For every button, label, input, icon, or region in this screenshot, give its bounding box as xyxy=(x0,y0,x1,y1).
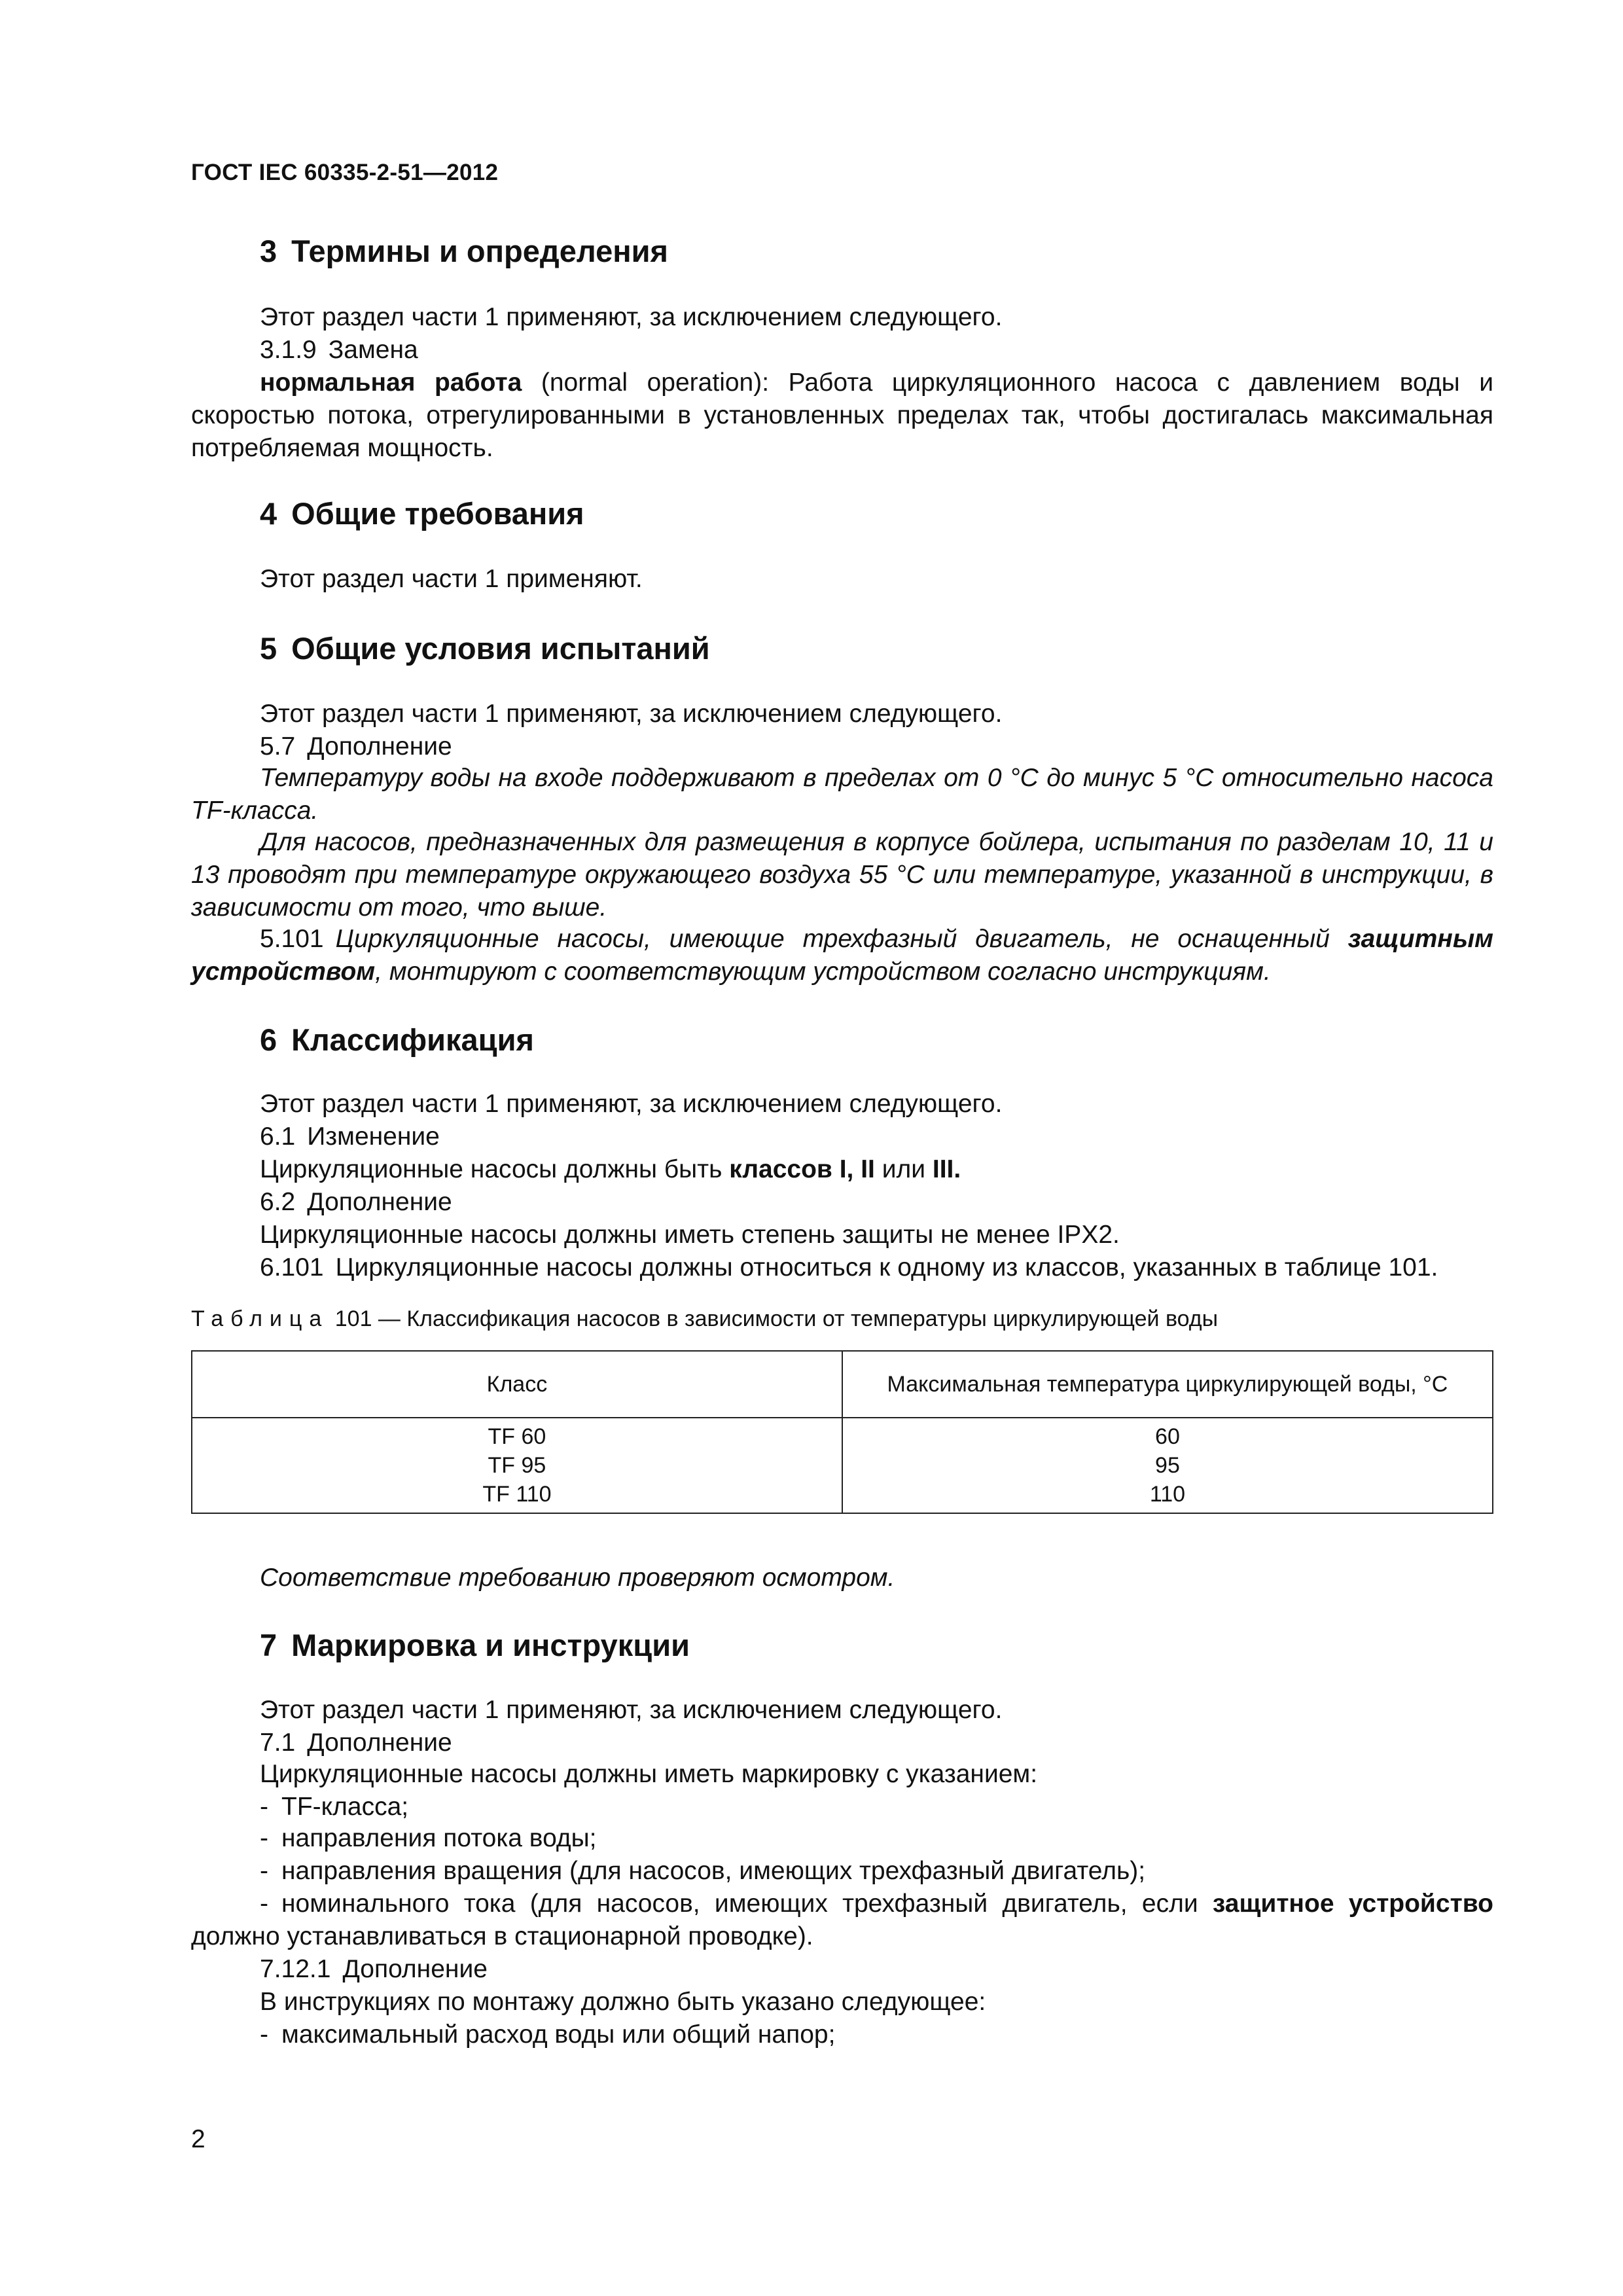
clause-label: Изменение xyxy=(307,1122,440,1151)
section-title: Классификация xyxy=(291,1022,534,1057)
clause-line xyxy=(260,334,418,367)
section-title: Общие требования xyxy=(291,496,584,531)
section-4-heading xyxy=(260,495,584,531)
clause-number: 7.1 xyxy=(260,1729,296,1757)
clause-number: 5.101 xyxy=(260,925,324,953)
paragraph: В инструкциях по монтажу должно быть указано следующее: xyxy=(260,1988,986,2016)
table-row xyxy=(192,1418,1493,1513)
definition-paragraph xyxy=(191,367,1493,465)
cell-value: TF 95 xyxy=(488,1453,546,1478)
cell-value: TF 60 xyxy=(488,1424,546,1449)
clause-label: Дополнение xyxy=(307,732,452,761)
table-cell xyxy=(192,1418,842,1513)
clause-number: 6.2 xyxy=(260,1188,296,1216)
table-header-row xyxy=(192,1351,1493,1418)
list-item-text: TF-класса; xyxy=(281,1793,409,1821)
section-number: 6 xyxy=(260,1022,277,1057)
list-item-text: максимальный расход воды или общий напор; xyxy=(281,2020,836,2049)
text: или xyxy=(874,1155,933,1183)
list-item-text: должно устанавливаться в стационарной проводке). xyxy=(191,1922,813,1950)
clause-label: Замена xyxy=(328,336,418,364)
section-number: 3 xyxy=(260,234,277,268)
section-title: Общие условия испытаний xyxy=(291,631,710,666)
clause-line xyxy=(260,1186,452,1219)
section-6-heading xyxy=(260,1022,534,1058)
list-dash: - xyxy=(260,1824,268,1852)
clause-line xyxy=(260,1953,488,1986)
cell-value: TF 110 xyxy=(482,1482,552,1507)
clause-line xyxy=(260,730,452,763)
clause-5-101 xyxy=(191,923,1493,988)
document-header: ГОСТ IEC 60335-2-51—2012 xyxy=(191,160,499,185)
clause-label: Дополнение xyxy=(342,1955,488,1983)
clause-line xyxy=(260,1251,1438,1284)
cell-value: 95 xyxy=(1155,1453,1180,1478)
clause-label: Дополнение xyxy=(307,1188,452,1216)
section-title: Термины и определения xyxy=(291,234,668,268)
list-item xyxy=(260,2018,835,2051)
page-number: 2 xyxy=(191,2125,205,2153)
clause-number: 6.1 xyxy=(260,1122,296,1151)
list-item xyxy=(260,1822,597,1855)
section-7-heading xyxy=(260,1627,690,1663)
table-header-cell: Максимальная температура циркулирующей воды, °С xyxy=(842,1351,1493,1418)
clause-number: 7.12.1 xyxy=(260,1955,331,1983)
clause-number: 5.7 xyxy=(260,732,296,761)
table-cell xyxy=(842,1418,1493,1513)
clause-text: Циркуляционные насосы должны относиться к одному из классов, указанных в таблице 101. xyxy=(335,1253,1438,1282)
clause-number: 3.1.9 xyxy=(260,336,317,364)
paragraph xyxy=(260,1153,961,1186)
cell-value: 110 xyxy=(1149,1482,1186,1507)
list-item-text: направления вращения (для насосов, имеющих трехфазный двигатель); xyxy=(281,1857,1146,1885)
classification-table xyxy=(191,1350,1493,1514)
bold-term: защитным устройством xyxy=(191,925,1493,986)
clause-number: 6.101 xyxy=(260,1253,324,1282)
paragraph: Этот раздел части 1 применяют, за исключением следующего. xyxy=(260,303,1003,331)
table-caption xyxy=(191,1306,1218,1332)
list-dash: - xyxy=(260,1793,268,1821)
paragraph: Этот раздел части 1 применяют, за исключением следующего. xyxy=(260,1696,1003,1724)
bold-text: классов I, II xyxy=(729,1155,875,1183)
list-dash: - xyxy=(260,1857,268,1885)
section-number: 7 xyxy=(260,1628,277,1662)
defined-term: нормальная работа xyxy=(260,368,522,397)
paragraph: Циркуляционные насосы должны иметь степень защиты не менее IPX2. xyxy=(260,1221,1120,1249)
definition-text: (normal operation): Работа циркуляционного насоса с давлением воды и скоростью потока, отрегулированными в установленных пределах так, чтобы достигалась максимальная потребляемая мощность. xyxy=(191,368,1493,462)
section-number: 4 xyxy=(260,496,277,531)
section-number: 5 xyxy=(260,631,277,666)
paragraph: Этот раздел части 1 применяют, за исключением следующего. xyxy=(260,1090,1003,1118)
section-5-heading xyxy=(260,630,710,666)
italic-paragraph: Температуру воды на входе поддерживают в пределах от 0 °С до минус 5 °С относительно насоса TF-класса. xyxy=(191,764,1493,825)
text: Циркуляционные насосы должны быть xyxy=(260,1155,730,1183)
clause-line xyxy=(260,1727,452,1759)
clause-text: Циркуляционные насосы, имеющие трехфазный двигатель, не оснащенный xyxy=(335,925,1348,953)
italic-paragraph: Для насосов, предназначенных для размещения в корпусе бойлера, испытания по разделам 10, 11 и 13 проводят при температуре окружающего воздуха 55 °С или температуре, указанной в инструкции, в зависимости от того, что выше. xyxy=(191,828,1493,922)
section-3-heading xyxy=(260,233,668,269)
table-header-cell: Класс xyxy=(192,1351,842,1418)
paragraph: Этот раздел части 1 применяют. xyxy=(260,565,643,593)
list-item-text: направления потока воды; xyxy=(281,1824,597,1852)
list-item xyxy=(260,1791,408,1823)
list-item xyxy=(260,1855,1145,1888)
list-item-text: номинального тока (для насосов, имеющих трехфазный двигатель, если xyxy=(281,1890,1213,1918)
section-title: Маркировка и инструкции xyxy=(291,1628,690,1662)
document-page xyxy=(191,0,1493,2296)
clause-line xyxy=(260,1121,440,1153)
list-item xyxy=(191,1888,1493,1953)
compliance-note: Соответствие требованию проверяют осмотром. xyxy=(260,1564,895,1592)
paragraph: Циркуляционные насосы должны иметь маркировку с указанием: xyxy=(260,1760,1038,1788)
table-caption-text: 101 — Классификация насосов в зависимости от температуры циркулирующей воды xyxy=(329,1306,1219,1331)
list-dash: - xyxy=(260,1890,268,1918)
paragraph: Этот раздел части 1 применяют, за исключением следующего. xyxy=(260,700,1003,728)
cell-value: 60 xyxy=(1155,1424,1180,1449)
table-caption-prefix: Таблица xyxy=(191,1306,329,1331)
clause-label: Дополнение xyxy=(307,1729,452,1757)
bold-term: защитное устройство xyxy=(1212,1890,1493,1918)
bold-text: III. xyxy=(932,1155,961,1183)
clause-text: , монтируют с соответствующим устройством согласно инструкциям. xyxy=(375,958,1271,986)
list-dash: - xyxy=(260,2020,268,2049)
